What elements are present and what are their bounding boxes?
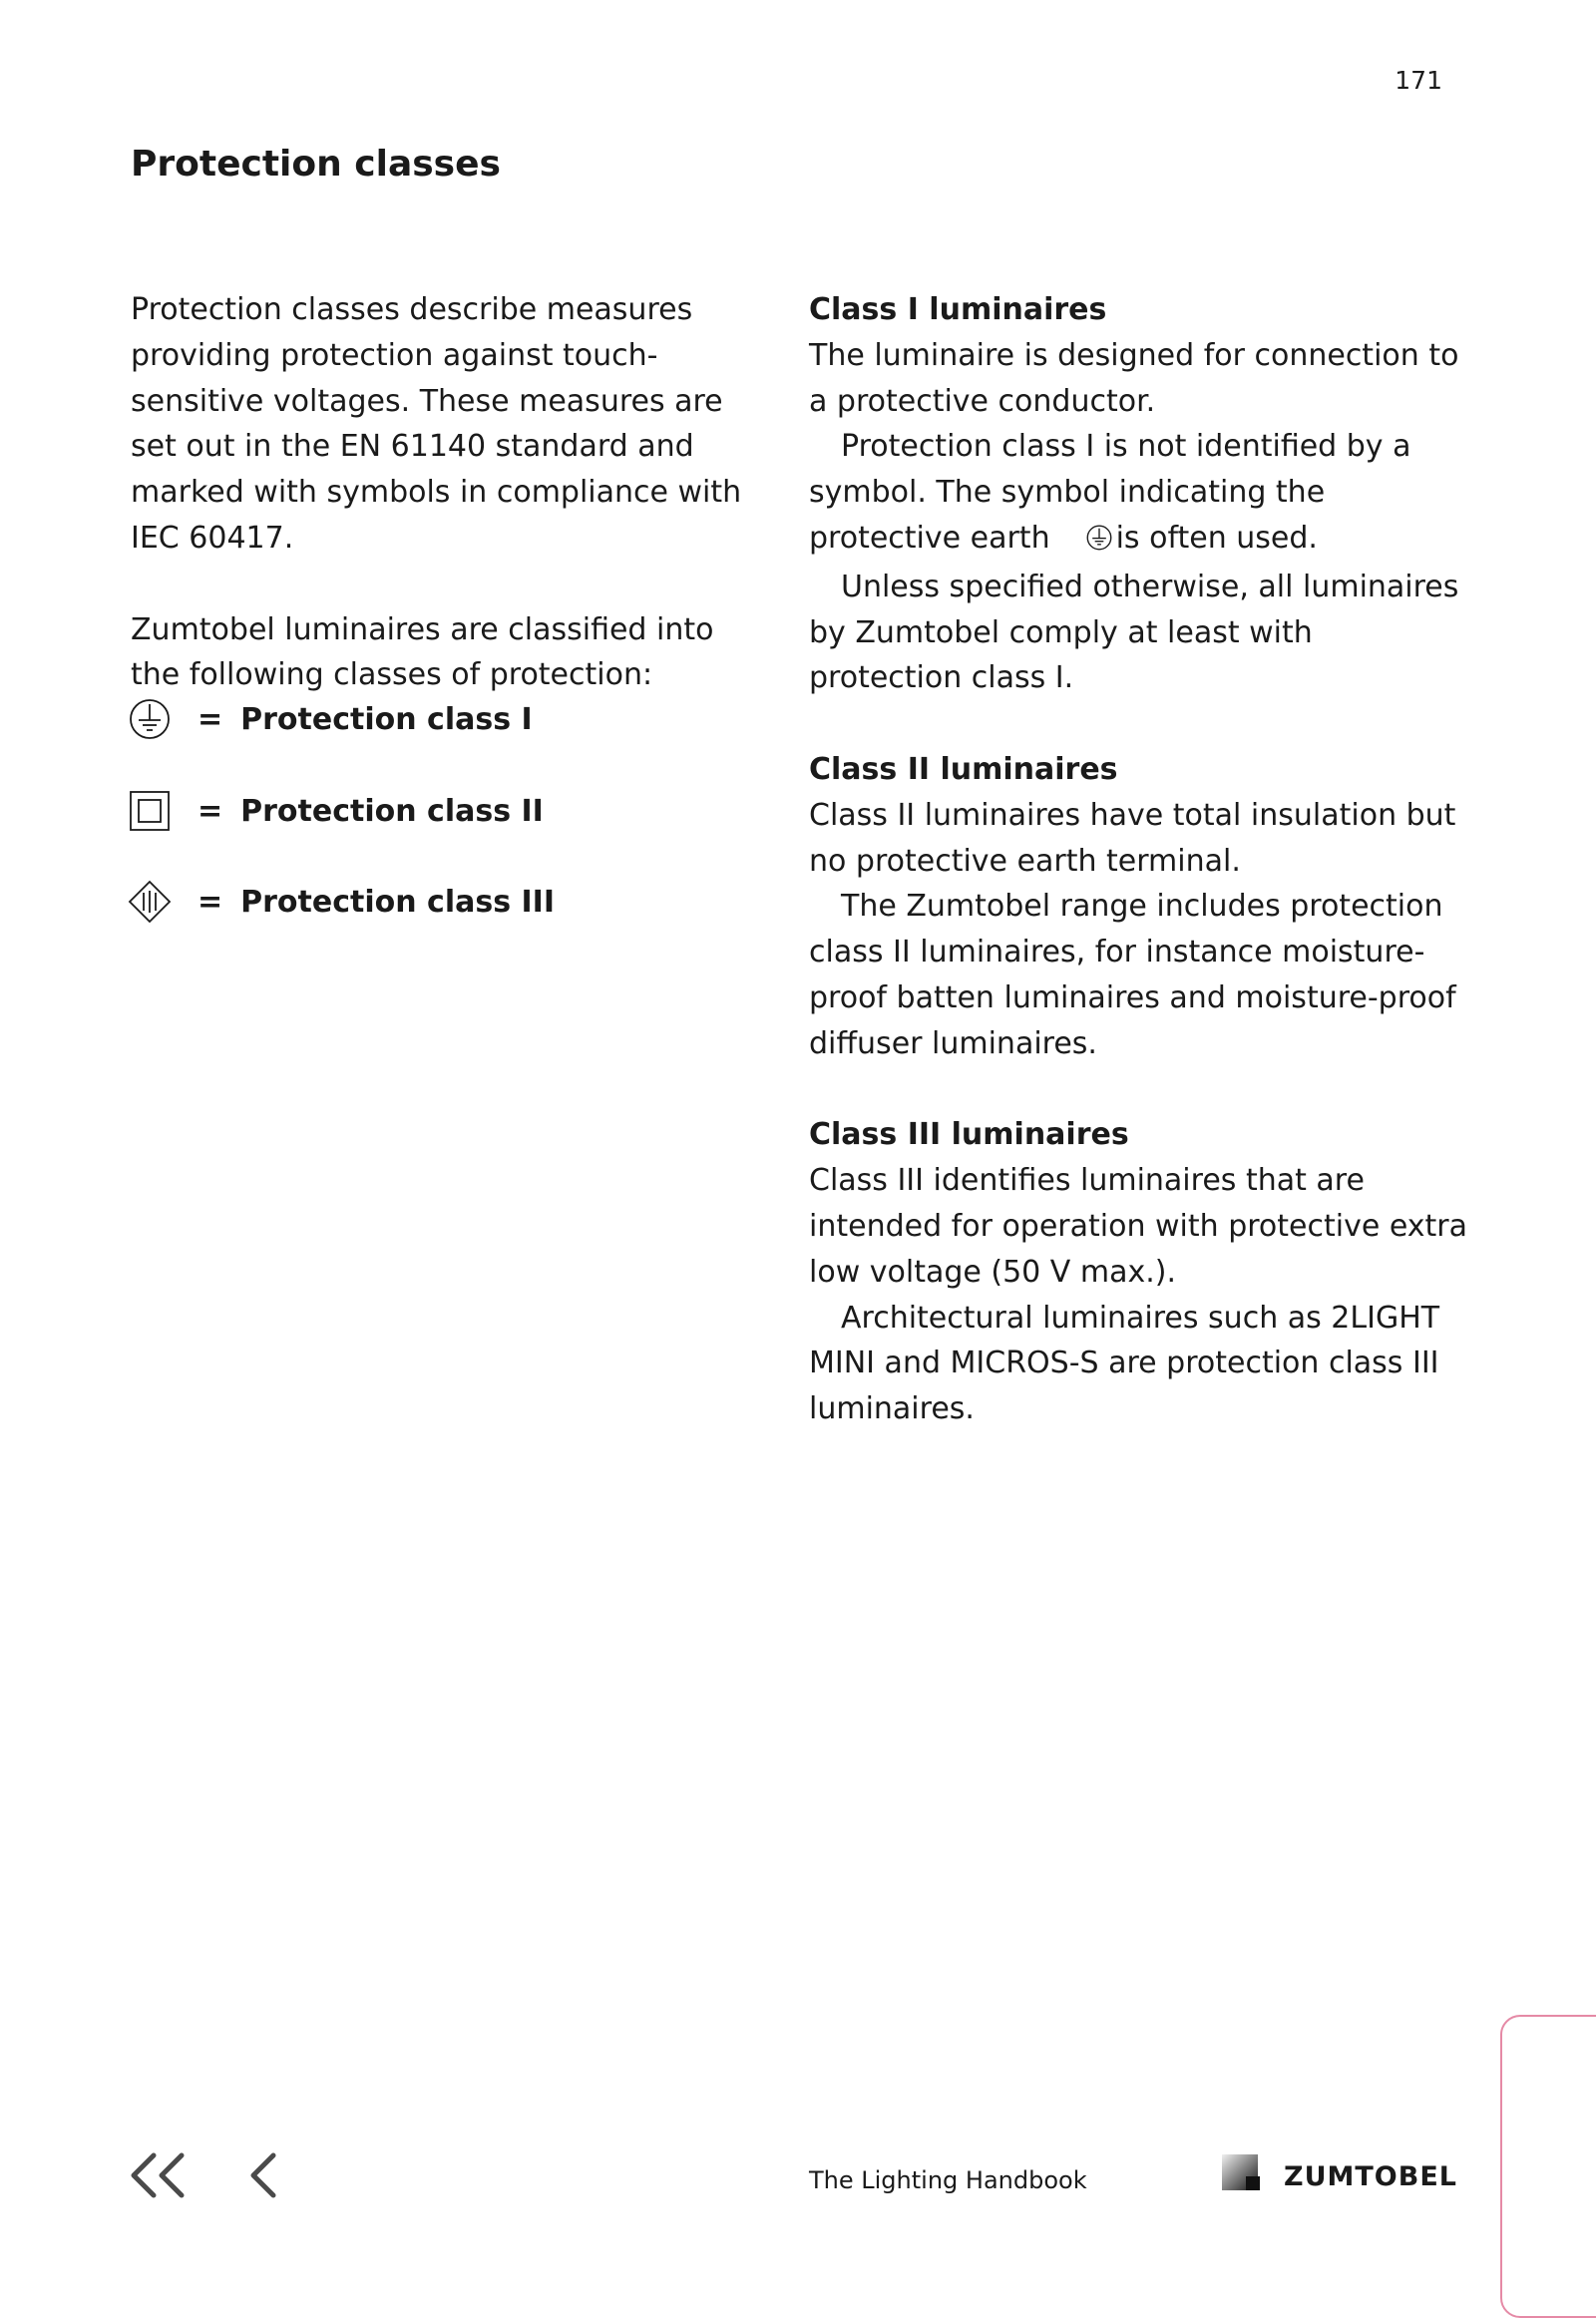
class-1-paragraph-2-text: Protection class I is not identified by a symbol. The symbol indicating the protective earth xyxy=(809,429,1411,556)
class-row-2 xyxy=(128,786,544,836)
class-3-paragraph-2: Architectural luminaires such as 2LIGHT MINI and MICROS-S are protection class III luminaires. xyxy=(809,1300,1440,1427)
class-3-paragraph-1: Class III identifies luminaires that are intended for operation with protective extra low voltage (50 V max.). xyxy=(809,1163,1467,1290)
equals-sign: = xyxy=(198,793,223,829)
class-2-paragraph-1: Class II luminaires have total insulation but no protective earth terminal. xyxy=(809,797,1456,879)
class-1-paragraph-3: Unless specified otherwise, all luminaires by Zumtobel comply at least with protection class I. xyxy=(809,569,1459,696)
right-column xyxy=(809,287,1467,1432)
protective-earth-icon xyxy=(1054,519,1112,565)
class-3-heading: Class III luminaires xyxy=(809,1117,1129,1153)
class-2-paragraph-2: The Zumtobel range includes protection class II luminaires, for instance moisture-proof batten luminaires and moisture-proof diffuser luminaires. xyxy=(809,889,1456,1061)
diamond-iii-icon xyxy=(128,880,172,924)
page-title: Protection classes xyxy=(131,144,501,185)
left-column xyxy=(131,287,769,698)
double-chevron-left-icon[interactable] xyxy=(128,2152,188,2202)
classification-paragraph: Zumtobel luminaires are classified into the following classes of protection: xyxy=(131,611,714,693)
logo-mark-icon xyxy=(1222,2154,1262,2198)
class-2-heading: Class II luminaires xyxy=(809,751,1118,787)
corner-tab[interactable] xyxy=(1500,2015,1596,2318)
class-1-paragraph-1: The luminaire is designed for connection to a protective conductor. xyxy=(809,337,1459,419)
class-1-paragraph-2-end: is often used. xyxy=(1115,520,1318,556)
equals-sign: = xyxy=(198,884,223,920)
class-row-3 xyxy=(128,877,555,927)
protection-class-1-label: Protection class I xyxy=(240,701,533,737)
class-row-1 xyxy=(128,694,533,744)
handbook-title: The Lighting Handbook xyxy=(809,2166,1087,2194)
protection-class-3-label: Protection class III xyxy=(240,884,555,920)
double-square-icon xyxy=(128,789,172,833)
zumtobel-logo xyxy=(1222,2154,1457,2198)
equals-sign: = xyxy=(198,701,223,737)
class-1-heading: Class I luminaires xyxy=(809,292,1107,327)
protection-class-2-label: Protection class II xyxy=(240,793,544,829)
class-1-paragraph-2 xyxy=(809,424,1467,564)
page-number: 171 xyxy=(1395,66,1442,95)
protective-earth-icon xyxy=(128,697,172,741)
logo-text: ZUMTOBEL xyxy=(1284,2160,1457,2192)
chevron-left-icon[interactable] xyxy=(247,2152,281,2202)
intro-paragraph: Protection classes describe measures providing protection against touch-sensitive voltages. These measures are set out in the EN 61140 standard and marked with symbols in compliance with IEC 60417. xyxy=(131,292,742,556)
